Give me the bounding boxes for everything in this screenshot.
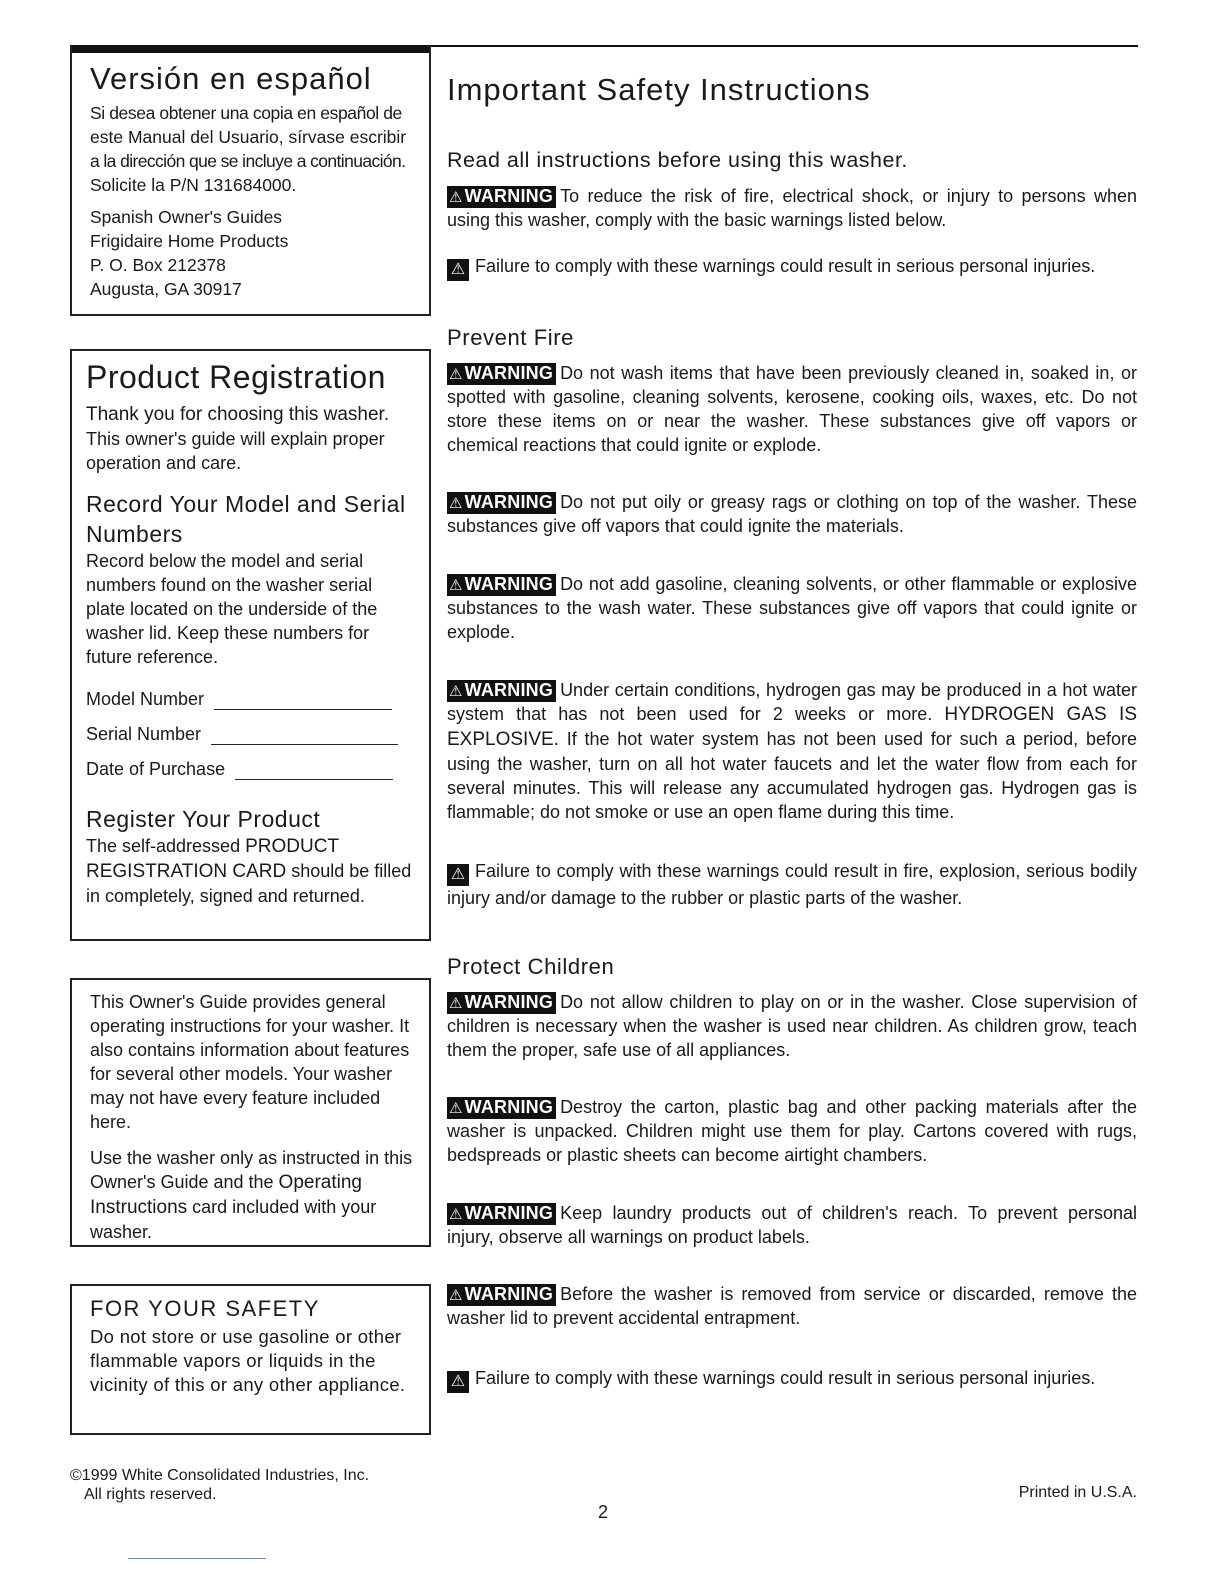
- registration-intro: [86, 402, 415, 475]
- safety-box-title: FOR YOUR SAFETY: [90, 1296, 320, 1321]
- caution-icon: ⚠: [447, 864, 469, 886]
- warning-triangle-icon: ⚠: [449, 1100, 463, 1117]
- thanks-rest: This owner's guide will explain proper operation and care.: [86, 429, 385, 473]
- guide-paragraph: Use the washer only as instructed in this Owner's Guide and the Operating Instructions card included with your washer.: [90, 1148, 413, 1242]
- model-number-field[interactable]: [86, 689, 415, 710]
- date-of-purchase-field[interactable]: [86, 759, 415, 780]
- child-warning-1: ⚠ WARNING Do not allow children to play on or in the washer. Close supervision of children is necessary when the washer is used near children. As children grow, teach them the proper, safe use of all appliances.: [447, 992, 1137, 1060]
- warning-badge: ⚠ WARNING: [447, 363, 556, 385]
- address-line: P. O. Box 212378: [90, 255, 226, 275]
- serial-number-label: Serial Number: [86, 724, 202, 744]
- for-your-safety-box: [70, 1284, 431, 1435]
- page-number: 2: [598, 1502, 609, 1522]
- caution-icon: ⚠: [447, 259, 469, 281]
- caution-icon: ⚠: [447, 1371, 469, 1393]
- spanish-line: este Manual del Usuario, sírvase escribir: [90, 127, 407, 147]
- warning-badge: ⚠ WARNING: [447, 574, 556, 596]
- register-heading: Register Your Product: [86, 806, 321, 832]
- model-number-line[interactable]: [214, 691, 392, 710]
- copyright-text: ©1999 White Consolidated Industries, Inc.: [70, 1467, 370, 1484]
- record-heading: Record Your Model and Serial Numbers: [86, 491, 406, 547]
- date-of-purchase-line[interactable]: [235, 761, 393, 780]
- prevent-fire-heading: Prevent Fire: [447, 325, 575, 350]
- serial-number-field[interactable]: [86, 724, 415, 745]
- spanish-title: Versión en español: [90, 61, 372, 96]
- rights-text: All rights reserved.: [84, 1486, 217, 1503]
- fire-warning-4: ⚠ WARNING Under certain conditions, hydrogen gas may be produced in a hot water system that has not been used for 2 weeks or more. HYDROGEN GAS IS EXPLOSIVE. If the hot water system has not been used for such a period, before using the washer, turn on all hot water faucets and let the water flow from each for several minutes. This will release any accumulated hydrogen gas. Hydrogen gas is flammable; do not smoke or use an open flame during this time.: [447, 680, 1138, 822]
- warning-triangle-icon: ⚠: [449, 577, 463, 594]
- warning-badge: ⚠ WARNING: [447, 1097, 556, 1119]
- guide-paragraph: This Owner's Guide provides general operating instructions for your washer. It also contains information about features for several other models. Your washer may not have every feature included here.: [90, 992, 410, 1132]
- warning-triangle-icon: ⚠: [449, 1206, 463, 1223]
- address-line: Spanish Owner's Guides: [90, 207, 283, 227]
- warning-triangle-icon: ⚠: [449, 995, 463, 1012]
- warning-badge: ⚠ WARNING: [447, 680, 556, 702]
- intro-warning: ⚠ WARNING To reduce the risk of fire, electrical shock, or injury to persons when using this washer, comply with the basic warnings listed below.: [447, 186, 1137, 230]
- warning-badge: ⚠ WARNING: [447, 492, 556, 514]
- registration-title: Product Registration: [86, 359, 386, 395]
- spanish-version-box: [70, 45, 431, 316]
- address-line: Augusta, GA 30917: [90, 279, 242, 299]
- spanish-line: Si desea obtener una copia en español de: [90, 103, 402, 123]
- copyright-notice: [70, 1466, 369, 1504]
- product-registration-box: [70, 349, 431, 941]
- thanks-text: Thank you for choosing this washer.: [86, 404, 390, 425]
- intro-failure: ⚠ Failure to comply with these warnings could result in serious personal injuries.: [447, 254, 1137, 281]
- model-number-label: Model Number: [86, 689, 205, 709]
- warning-triangle-icon: ⚠: [449, 495, 463, 512]
- guide-info-box: [70, 978, 431, 1247]
- child-warning-4: ⚠ WARNING Before the washer is removed from service or discarded, remove the washer lid to prevent accidental entrapment.: [447, 1284, 1137, 1328]
- child-failure: ⚠ Failure to comply with these warnings could result in serious personal injuries.: [447, 1366, 1137, 1393]
- warning-triangle-icon: ⚠: [449, 683, 463, 700]
- serial-number-line[interactable]: [211, 726, 398, 745]
- child-warning-2: ⚠ WARNING Destroy the carton, plastic bag and other packing materials after the washer is unpacked. Children might use them for play. Cartons covered with rugs, bedspreads or plastic sheets can become airtight chambers.: [447, 1097, 1137, 1165]
- warning-badge: ⚠ WARNING: [447, 1203, 556, 1225]
- date-of-purchase-label: Date of Purchase: [86, 759, 226, 779]
- warning-badge: ⚠ WARNING: [447, 1284, 556, 1306]
- safety-box-text: Do not store or use gasoline or other flammable vapors or liquids in the vicinity of this or any other appliance.: [90, 1326, 406, 1395]
- warning-triangle-icon: ⚠: [449, 366, 463, 383]
- fire-warning-3: ⚠ WARNING Do not add gasoline, cleaning solvents, or other flammable or explosive substances to the wash water. These substances give off vapors that could ignite or explode.: [447, 574, 1137, 642]
- read-instructions-heading: Read all instructions before using this washer.: [447, 148, 908, 172]
- top-rule-right: [431, 45, 1138, 47]
- fire-warning-1: ⚠ WARNING Do not wash items that have been previously cleaned in, soaked in, or spotted with gasoline, cleaning solvents, kerosene, cooking oils, waxes, etc. Do not store these items on or near the washer. These substances give off vapors or chemical reactions that could ignite or explode.: [447, 363, 1137, 455]
- spanish-line: Solicite la P/N 131684000.: [90, 175, 297, 195]
- printed-in-usa: Printed in U.S.A.: [1018, 1484, 1137, 1501]
- warning-badge: ⚠ WARNING: [447, 186, 556, 208]
- child-warning-3: ⚠ WARNING Keep laundry products out of children's reach. To prevent personal injury, observe all warnings on product labels.: [447, 1203, 1137, 1247]
- protect-children-heading: Protect Children: [447, 954, 615, 979]
- fire-failure: ⚠ Failure to comply with these warnings could result in fire, explosion, serious bodily injury and/or damage to the rubber or plastic parts of the washer.: [447, 861, 1137, 908]
- warning-triangle-icon: ⚠: [449, 189, 463, 206]
- register-text: The self-addressed PRODUCT REGISTRATION CARD should be filled in completely, signed and returned.: [86, 836, 412, 906]
- warning-triangle-icon: ⚠: [449, 1287, 463, 1304]
- address-line: Frigidaire Home Products: [90, 231, 289, 251]
- record-text: Record below the model and serial numbers found on the washer serial plate located on the underside of the washer lid. Keep these numbers for future reference.: [86, 551, 378, 667]
- spanish-line: a la dirección que se incluye a continuación.: [90, 151, 406, 171]
- fire-warning-2: ⚠ WARNING Do not put oily or greasy rags or clothing on top of the washer. These substances give off vapors that could ignite the materials.: [447, 492, 1137, 536]
- bottom-rule: [128, 1558, 266, 1559]
- warning-badge: ⚠ WARNING: [447, 992, 556, 1014]
- page-title: Important Safety Instructions: [447, 72, 871, 107]
